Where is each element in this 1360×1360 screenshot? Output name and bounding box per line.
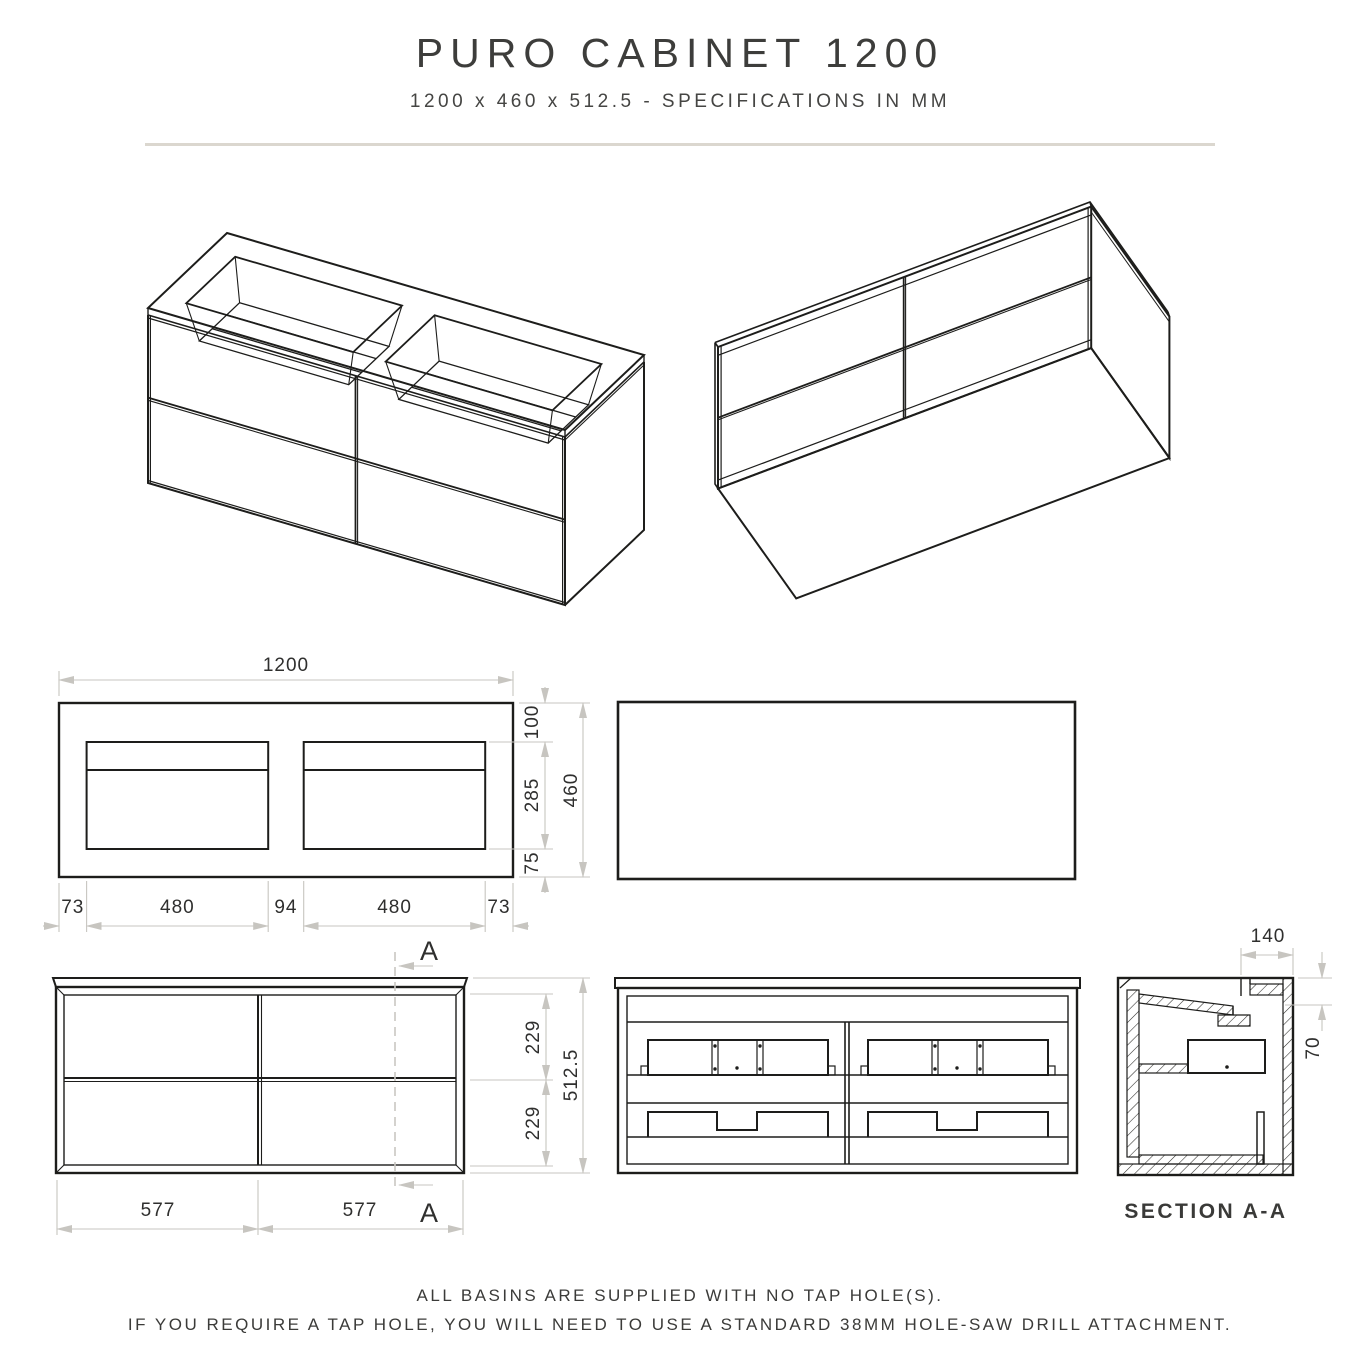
front-elevation-view (53, 936, 590, 1235)
footer-note-2: IF YOU REQUIRE A TAP HOLE, YOU WILL NEED TO USE A STANDARD 38MM HOLE-SAW DRILL ATTACHMENT. (127, 1315, 1233, 1334)
section-shelf (1139, 1064, 1188, 1073)
section-basin-drain (1218, 1015, 1250, 1026)
basin-cutout-right (304, 742, 486, 849)
carcass-interior-view (615, 978, 1080, 1173)
top-view-outline (59, 703, 513, 877)
fixing-dots (713, 1044, 981, 1070)
front-drawer-dividers (64, 995, 456, 1165)
upper-drawer-backs (641, 1040, 1055, 1075)
section-bottom-inner (1139, 1155, 1263, 1164)
basin-cutout-left (87, 742, 269, 849)
interior-outline (618, 988, 1077, 1173)
section-right-wall (1283, 978, 1293, 1175)
dim-drawer-lower: 229 (523, 1105, 544, 1141)
dim-width-left: 577 (140, 1200, 176, 1221)
interior-center-divider (845, 1022, 849, 1164)
interior-countertop-strip (615, 978, 1080, 988)
front-outline (56, 987, 464, 1173)
dim-bottom-1: 73 (61, 897, 85, 918)
section-marker-top: A (419, 936, 439, 966)
dim-bottom-2: 480 (160, 897, 195, 918)
section-bottom-outer (1118, 1164, 1293, 1175)
dim-depth-bottom: 75 (522, 851, 543, 875)
dim-bottom-5: 73 (487, 897, 511, 918)
dim-ledge-width: 140 (1250, 926, 1286, 947)
iso-drawer-front-lines (148, 316, 644, 604)
footer-note-1: ALL BASINS ARE SUPPLIED WITH NO TAP HOLE(S). (416, 1286, 944, 1305)
iso2-countertop-edge (715, 202, 1169, 489)
dim-depth-total: 460 (561, 772, 582, 808)
dim-depth-mid: 285 (522, 777, 543, 813)
interior-inner-frame (627, 996, 1068, 1164)
iso-basin-left (186, 257, 402, 385)
section-basin-slope (1139, 994, 1233, 1015)
dim-top-width: 1200 (262, 655, 310, 676)
top-view-dimensions (43, 655, 590, 932)
section-view (1118, 926, 1332, 1223)
countertop-rect (618, 702, 1075, 879)
section-left-wall (1127, 990, 1139, 1157)
page-title: PURO CABINET 1200 (415, 30, 945, 76)
dim-width-right: 577 (342, 1200, 378, 1221)
countertop-outline-view (618, 702, 1075, 879)
iso-view-above (148, 233, 644, 605)
dim-bottom-4: 480 (377, 897, 412, 918)
lower-drawer-backs (648, 1112, 1048, 1137)
section-marker-bottom: A (419, 1198, 439, 1228)
section-label: SECTION A-A (1124, 1200, 1288, 1223)
top-plan-view (43, 655, 590, 932)
page-subtitle: 1200 x 460 x 512.5 - SPECIFICATIONS IN MM (409, 91, 951, 112)
dim-ledge-depth: 70 (1303, 1036, 1324, 1060)
iso-basin-right (386, 315, 602, 443)
iso-view-below (715, 202, 1169, 598)
dim-depth-top: 100 (522, 704, 543, 740)
iso2-carcass-outline (718, 207, 1169, 599)
iso2-drawer-front-lines (718, 208, 1169, 488)
dim-drawer-upper: 229 (523, 1019, 544, 1055)
dim-bottom-3: 94 (274, 897, 298, 918)
section-top-ledge (1250, 984, 1283, 995)
dim-height-total: 512.5 (561, 1048, 582, 1102)
front-view-dimensions (57, 978, 590, 1235)
front-inner-frame (64, 995, 456, 1165)
front-countertop-strip (53, 978, 467, 987)
